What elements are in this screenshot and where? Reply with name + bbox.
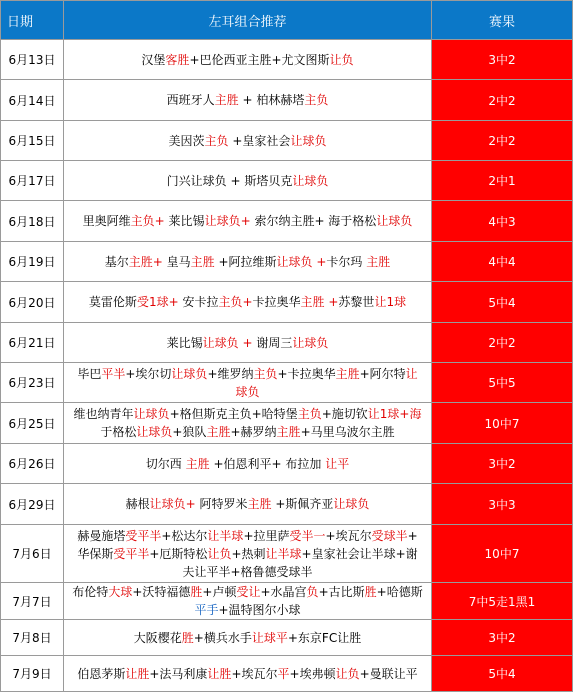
combo-segment: 主胜	[214, 93, 239, 107]
combo-segment: 主胜+	[128, 254, 163, 269]
header-date: 日期	[1, 1, 64, 40]
table-row	[1, 242, 573, 282]
combo-segment: 平半	[101, 366, 126, 381]
combo-segment: 主胜 +	[300, 295, 339, 309]
combo-segment: 主胜	[190, 254, 215, 269]
combo-segment: 华保斯	[77, 546, 114, 561]
combo-segment: 受平半	[125, 528, 162, 543]
combo-segment: +卢顿	[202, 585, 237, 599]
combo-segment: 让球负+	[204, 214, 251, 228]
row-combo	[64, 484, 432, 525]
combo-segment: 于格松	[100, 425, 137, 439]
combo-segment: 布伦特	[72, 585, 109, 599]
combo-line	[66, 455, 429, 473]
row-result: 5中4	[432, 282, 573, 323]
row-combo	[64, 620, 432, 656]
combo-line	[66, 293, 429, 311]
table-row	[1, 620, 573, 656]
combo-line	[66, 51, 429, 69]
combo-segment: 卡拉奥华	[252, 295, 301, 309]
combo-segment: 平手	[194, 603, 219, 617]
combo-segment: 主胜	[247, 497, 272, 511]
row-result: 2中1	[432, 161, 573, 201]
row-date: 7月7日	[1, 583, 64, 620]
combo-line	[66, 91, 429, 109]
combo-segment: +松达尔	[161, 528, 208, 543]
row-result: 2中2	[432, 80, 573, 121]
combo-segment: 平	[277, 666, 290, 681]
combo-segment: 胜	[364, 585, 377, 599]
combo-segment: 莫雷伦斯	[88, 295, 137, 309]
combo-segment: +法马利康	[149, 666, 208, 681]
row-result: 4中4	[432, 242, 573, 282]
row-combo	[64, 242, 432, 282]
combo-segment: 主负	[304, 93, 329, 107]
header-combo: 左耳组合推荐	[64, 1, 432, 40]
row-result: 3中3	[432, 484, 573, 525]
combo-segment: +曼联让平	[359, 666, 418, 681]
table-row	[1, 121, 573, 161]
combo-segment: +	[407, 528, 418, 543]
combo-segment: 让	[405, 366, 418, 381]
table-row	[1, 363, 573, 403]
combo-segment: + 柏林赫塔	[238, 93, 305, 107]
combo-line	[66, 253, 429, 271]
combo-segment: +埃瓦尔	[231, 666, 278, 681]
combo-segment: 西班牙人	[166, 93, 215, 107]
combo-segment: 受球半	[371, 528, 408, 543]
combo-segment: 受1球+	[136, 295, 179, 309]
row-date: 7月6日	[1, 525, 64, 583]
combo-segment: 让1球	[374, 295, 407, 309]
combo-segment: 主胜	[335, 366, 360, 381]
row-date: 6月18日	[1, 201, 64, 242]
combo-segment: 莱比锡	[166, 335, 203, 350]
table-row	[1, 525, 573, 583]
combo-segment: 主负	[253, 366, 278, 381]
row-combo	[64, 403, 432, 444]
combo-segment: 让球负	[171, 366, 208, 381]
combo-segment: +狼队	[172, 425, 207, 439]
row-combo	[64, 525, 432, 583]
combo-segment: 大阪樱花	[133, 630, 182, 645]
combo-segment: +埃尔切	[125, 366, 172, 381]
table-row	[1, 201, 573, 242]
combo-line	[66, 601, 429, 619]
combo-segment: +古比斯	[318, 585, 365, 599]
combo-segment: +皇家社会	[228, 133, 291, 148]
combo-segment: 让半球	[207, 528, 244, 543]
row-result: 7中5走1黑1	[432, 583, 573, 620]
combo-segment: 胜	[181, 630, 194, 645]
combo-segment: 美因茨	[168, 133, 205, 148]
combo-segment: +横兵水手	[193, 630, 252, 645]
combo-segment: 让胜	[207, 666, 232, 681]
combo-segment: 让球负	[292, 335, 329, 350]
row-combo	[64, 161, 432, 201]
combo-segment: 让负	[207, 546, 232, 561]
combo-segment: +埃弗顿	[289, 666, 336, 681]
combo-line	[66, 665, 429, 683]
combo-line	[66, 563, 429, 581]
combo-segment: +阿尔特	[359, 366, 406, 381]
combo-segment: 谢周三	[252, 335, 293, 350]
combo-segment: 受半一	[289, 528, 326, 543]
row-date: 6月13日	[1, 40, 64, 80]
combo-segment: +施切钦	[321, 407, 368, 421]
combo-segment: +热刺	[231, 546, 266, 561]
table-row	[1, 484, 573, 525]
combo-segment: 毕巴	[77, 366, 102, 381]
combo-segment: +马里乌波尔主胜	[300, 425, 395, 439]
header-result: 赛果	[432, 1, 573, 40]
combo-segment: 让半球	[265, 546, 302, 561]
combo-line	[66, 629, 429, 647]
combo-segment: 主胜	[206, 425, 231, 439]
combo-line	[66, 172, 429, 190]
combo-segment: 卡尔玛	[326, 254, 367, 269]
combo-segment: +斯佩齐亚	[271, 497, 334, 511]
combo-segment: 索尔纳主胜+ 海于格松	[250, 214, 377, 228]
row-combo	[64, 80, 432, 121]
combo-segment: 阿特罗米	[195, 497, 248, 511]
combo-segment: 受平半	[113, 546, 150, 561]
table-row	[1, 656, 573, 692]
combo-segment: +格但斯克主负+哈特堡	[169, 407, 298, 421]
combo-segment: +哈德斯	[376, 585, 423, 599]
combo-segment: 大球	[108, 585, 133, 599]
combo-segment: 让球负	[133, 407, 170, 421]
row-combo	[64, 323, 432, 363]
combo-segment: +巴伦西亚主胜+尤文图斯	[189, 52, 330, 67]
row-date: 6月21日	[1, 323, 64, 363]
combo-segment: 负	[306, 585, 319, 599]
header-row	[1, 1, 573, 40]
combo-segment: +伯恩利平+ 布拉加	[209, 456, 326, 471]
combo-segment: 受让	[236, 585, 261, 599]
row-date: 6月14日	[1, 80, 64, 121]
combo-line	[66, 405, 429, 423]
combo-segment: +皇家社会让半球+谢	[301, 546, 418, 561]
combo-segment: 主胜	[276, 425, 301, 439]
combo-segment: 基尔	[104, 254, 129, 269]
combo-segment: 里奥阿维	[82, 214, 131, 228]
combo-segment: +温特图尔小球	[218, 603, 301, 617]
combo-segment: 维也纳青年	[73, 407, 134, 421]
combo-line	[66, 132, 429, 150]
combo-segment: 让负	[335, 666, 360, 681]
row-result: 10中7	[432, 403, 573, 444]
row-date: 6月29日	[1, 484, 64, 525]
table-row	[1, 80, 573, 121]
row-combo	[64, 583, 432, 620]
combo-segment: 让球负 +	[276, 254, 327, 269]
combo-segment: 赫根	[125, 497, 150, 511]
combo-segment: 胜	[190, 585, 203, 599]
row-result: 2中2	[432, 121, 573, 161]
row-date: 6月15日	[1, 121, 64, 161]
table-row	[1, 323, 573, 363]
row-date: 6月25日	[1, 403, 64, 444]
combo-segment: 切尔西	[145, 456, 186, 471]
combo-segment: 主负+	[130, 214, 165, 228]
combo-segment: 主负	[204, 133, 229, 148]
combo-segment: 让平	[325, 456, 350, 471]
row-date: 7月9日	[1, 656, 64, 692]
combo-line	[66, 334, 429, 352]
row-combo	[64, 444, 432, 484]
row-result: 3中2	[432, 444, 573, 484]
row-result: 3中2	[432, 620, 573, 656]
combo-line	[66, 423, 429, 441]
combo-segment: +拉里萨	[243, 528, 290, 543]
combo-segment: 让负	[329, 52, 354, 67]
row-date: 7月8日	[1, 620, 64, 656]
combo-line	[66, 527, 429, 545]
combo-line	[66, 545, 429, 563]
table-body	[1, 40, 573, 692]
row-result: 5中4	[432, 656, 573, 692]
combo-line	[66, 212, 429, 230]
row-date: 6月20日	[1, 282, 64, 323]
combo-line	[66, 495, 429, 513]
row-date: 6月26日	[1, 444, 64, 484]
combo-segment: 主负	[297, 407, 322, 421]
combo-segment: +水晶宫	[260, 585, 307, 599]
combo-segment: 安卡拉	[178, 295, 219, 309]
row-combo	[64, 656, 432, 692]
combo-segment: +卡拉奥华	[277, 366, 336, 381]
row-combo	[64, 282, 432, 323]
combo-segment: 门兴让球负 + 斯塔贝克	[166, 173, 293, 188]
combo-segment: 让球负+	[149, 497, 196, 511]
row-result: 3中2	[432, 40, 573, 80]
combo-segment: 伯恩茅斯	[77, 666, 126, 681]
combo-segment: +沃特福德	[132, 585, 191, 599]
combo-segment: +维罗纳	[207, 366, 254, 381]
row-combo	[64, 40, 432, 80]
combo-segment: +东京FC让胜	[287, 630, 362, 645]
combo-segment: 主胜	[366, 254, 391, 269]
row-combo	[64, 363, 432, 403]
combo-segment: 让球负 +	[202, 335, 253, 350]
combo-segment: 让球平	[251, 630, 288, 645]
combo-line	[66, 383, 429, 401]
row-combo	[64, 121, 432, 161]
combo-segment: 让1球+海	[367, 407, 422, 421]
combo-segment: 主负+	[218, 295, 253, 309]
combo-segment: 夫让平半+格鲁德受球半	[182, 564, 313, 579]
combo-segment: 莱比锡	[164, 214, 205, 228]
combo-segment: +阿拉维斯	[214, 254, 277, 269]
table-row	[1, 40, 573, 80]
combo-line	[66, 365, 429, 383]
combo-segment: 让球负	[136, 425, 173, 439]
row-result: 2中2	[432, 323, 573, 363]
row-result: 10中7	[432, 525, 573, 583]
row-date: 6月17日	[1, 161, 64, 201]
combo-segment: 客胜	[165, 52, 190, 67]
combo-segment: 让胜	[125, 666, 150, 681]
row-combo	[64, 201, 432, 242]
table-row	[1, 403, 573, 444]
table-row	[1, 282, 573, 323]
row-date: 6月19日	[1, 242, 64, 282]
combo-segment: 苏黎世	[338, 295, 375, 309]
combo-segment: 汉堡	[141, 52, 166, 67]
combo-segment: 让球负	[376, 214, 413, 228]
combo-segment: 让球负	[290, 133, 327, 148]
row-result: 4中3	[432, 201, 573, 242]
combo-segment: 让球负	[292, 173, 329, 188]
row-date: 6月23日	[1, 363, 64, 403]
combo-segment: 让球负	[333, 497, 370, 511]
combo-segment: +厄斯特松	[149, 546, 208, 561]
combo-segment: 球负	[235, 384, 260, 399]
table-row	[1, 583, 573, 620]
combo-segment: +赫罗纳	[230, 425, 277, 439]
combo-segment: 皇马	[162, 254, 191, 269]
combo-line	[66, 583, 429, 601]
combo-segment: 主胜	[185, 456, 210, 471]
combo-segment: 赫曼施塔	[77, 528, 126, 543]
table-row	[1, 444, 573, 484]
combo-segment: +埃瓦尔	[325, 528, 372, 543]
table-row	[1, 161, 573, 201]
row-result: 5中5	[432, 363, 573, 403]
